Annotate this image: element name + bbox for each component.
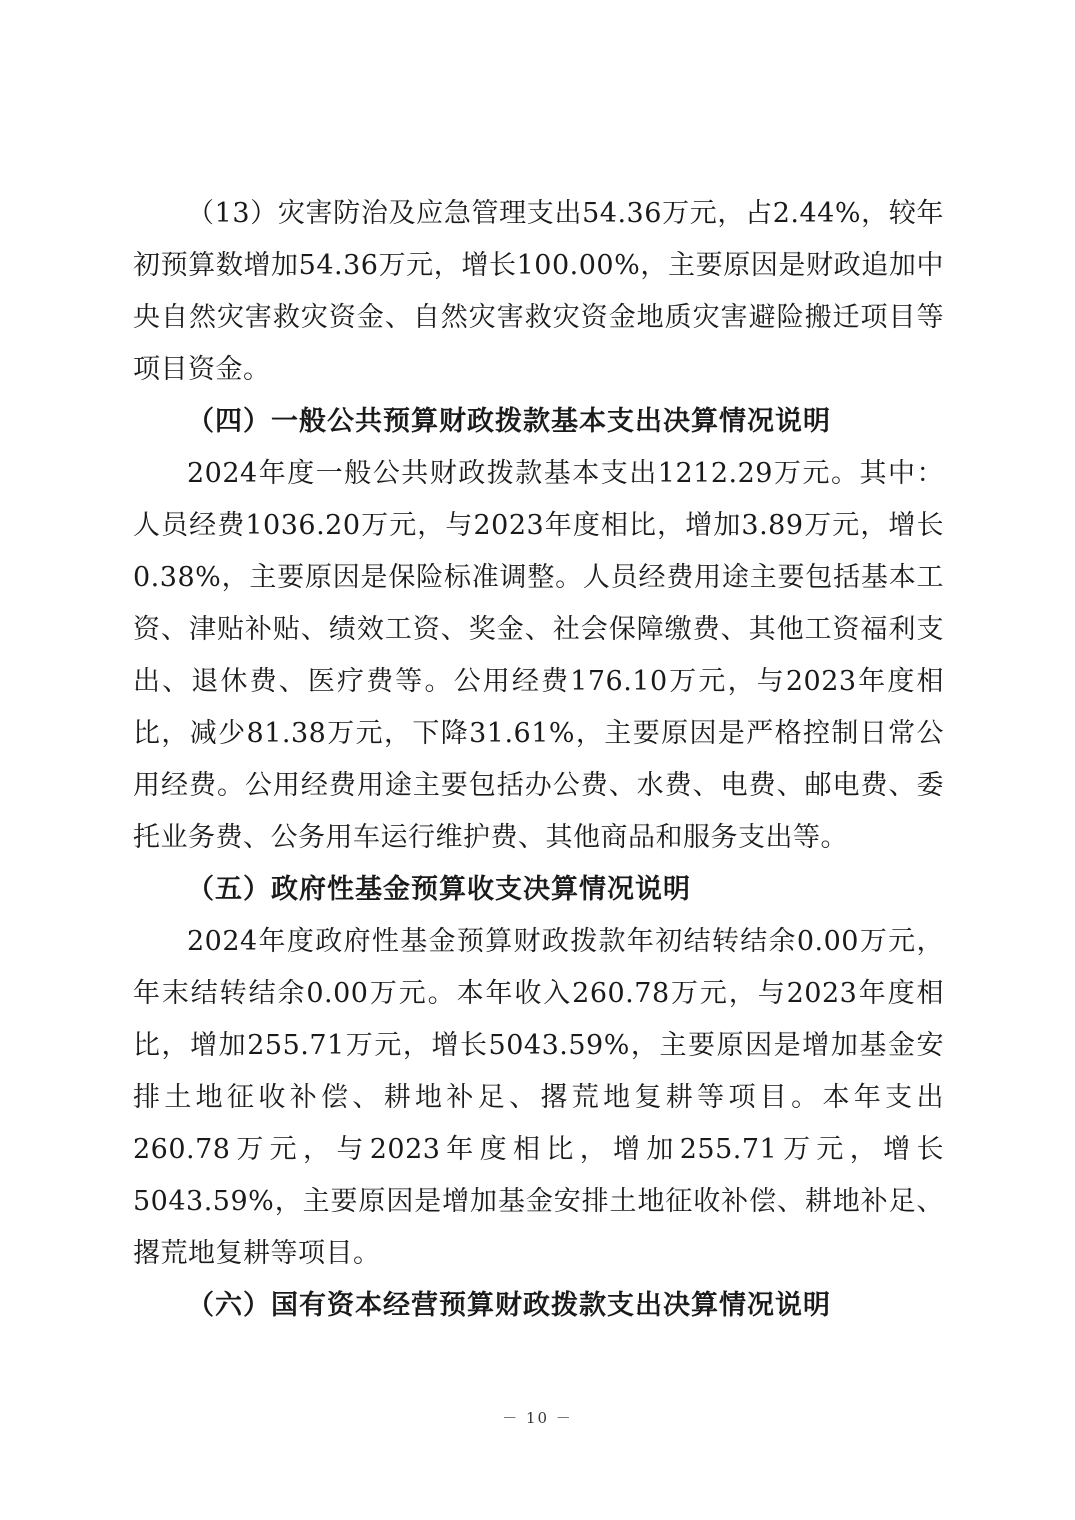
paragraph-basic-expenditure: 2024年度一般公共财政拨款基本支出1212.29万元。其中：人员经费1036.20万元，与2023年度相比，增加3.89万元，增长0.38%，主要原因是保险标准调整。人员经费用途主要包括基本工资、津贴补贴、绩效工资、奖金、社会保障缴费、其他工资福利支出、退休费、医疗费等。公用经费176.10万元，与2023年度相比，减少81.38万元，下降31.61%，主要原因是严格控制日常公用经费。公用经费用途主要包括办公费、水费、电费、邮电费、委托业务费、公务用车运行维护费、其他商品和服务支出等。 — [133, 458, 944, 853]
page-number: － 10 － — [502, 1409, 573, 1427]
document-body — [133, 188, 944, 1332]
section-heading-state-capital: （六）国有资本经营预算财政拨款支出决算情况说明 — [187, 1290, 831, 1321]
section-heading-basic-expenditure: （四）一般公共预算财政拨款基本支出决算情况说明 — [187, 406, 831, 437]
paragraph-government-fund: 2024年度政府性基金预算财政拨款年初结转结余0.00万元，年末结转结余0.00万元。本年收入260.78万元，与2023年度相比，增加255.71万元，增长5043.59%，主要原因是增加基金安排土地征收补偿、耕地补足、撂荒地复耕等项目。本年支出260.78万元，与2023年度相比，增加255.71万元，增长5043.59%，主要原因是增加基金安排土地征收补偿、耕地补足、撂荒地复耕等项目。 — [133, 926, 944, 1269]
section-heading-government-fund: （五）政府性基金预算收支决算情况说明 — [187, 874, 691, 905]
paragraph-disaster-prevention: （13）灾害防治及应急管理支出54.36万元，占2.44%，较年初预算数增加54.36万元，增长100.00%，主要原因是财政追加中央自然灾害救灾资金、自然灾害救灾资金地质灾害避险搬迁项目等项目资金。 — [133, 198, 944, 385]
